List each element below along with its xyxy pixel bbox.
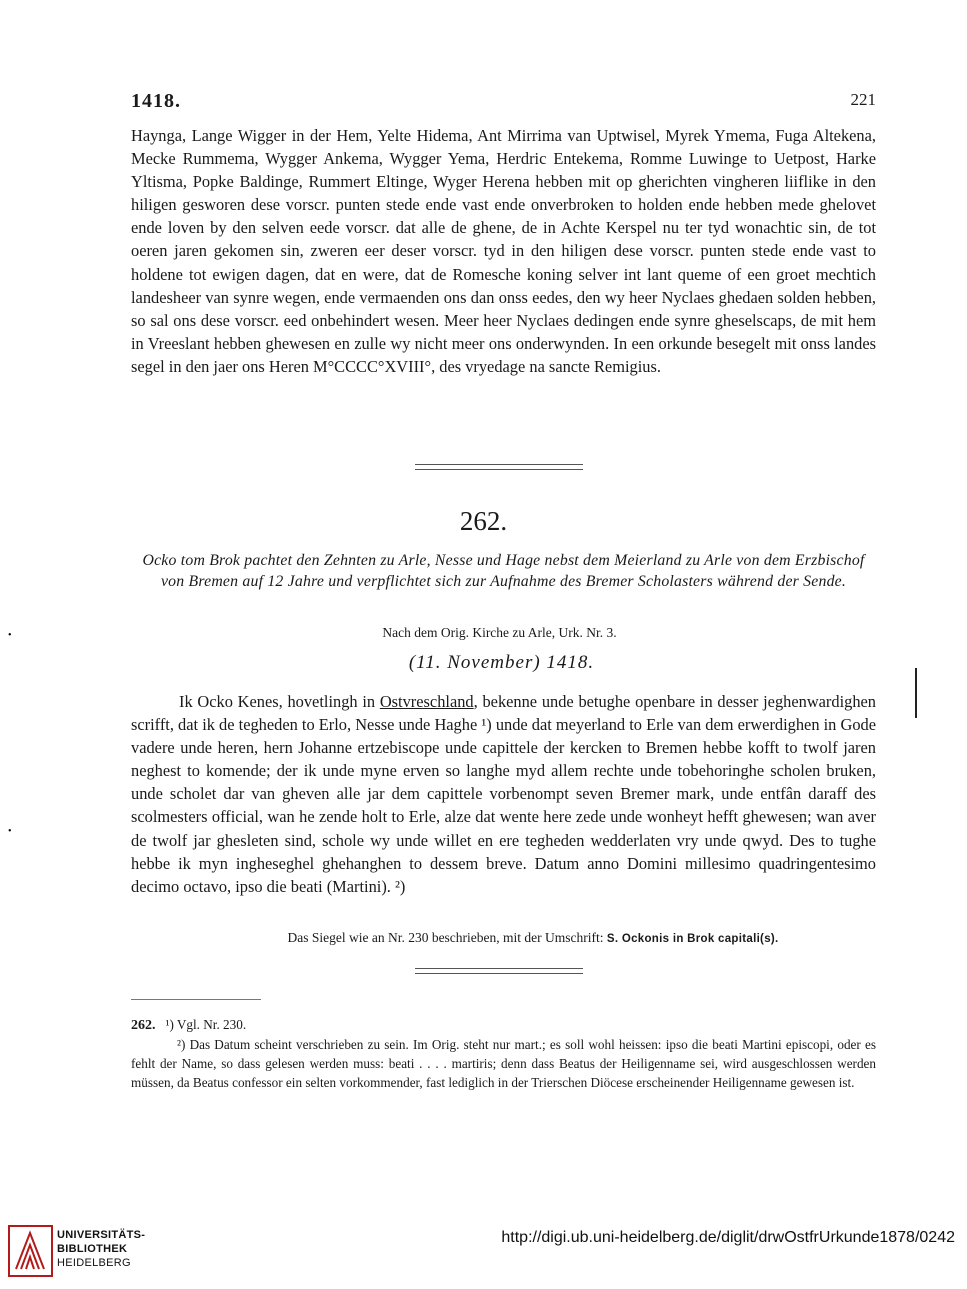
running-head-year: 1418. — [131, 90, 181, 112]
document-date: (11. November) 1418. — [408, 652, 595, 673]
seal-legend: S. Ockonis in Brok capitali(s). — [606, 933, 779, 945]
seal-note — [0, 930, 967, 946]
library-name-line-3: HEIDELBERG — [57, 1257, 131, 1269]
footnote-1 — [131, 1015, 876, 1035]
library-name — [57, 1228, 145, 1270]
document-summary: Ocko tom Brok pachtet den Zehnten zu Arle, Nesse und Hage nebst dem Meierland zu Arle von dem Erzbischof von Bremen auf 12 Jahre und verpflichtet sich zur Aufnahme des Bremer Scholasters während der Sende. — [142, 552, 865, 590]
footer-bar — [0, 1211, 967, 1289]
charter-text-intro: Ik Ocko Kenes, hovetlingh in — [179, 692, 380, 711]
permalink-url[interactable]: http://digi.ub.uni-heidelberg.de/diglit/drwOstfrUrkunde1878/0242 — [501, 1229, 955, 1246]
charter-place-name: Ostvreschland — [379, 692, 474, 711]
scan-speck: • — [8, 826, 12, 837]
margin-bracket — [915, 668, 920, 718]
page-number: 221 — [850, 90, 876, 109]
source-note: Nach dem Orig. Kirche zu Arle, Urk. Nr. 3. — [382, 625, 617, 640]
document-number: 262. — [459, 506, 508, 536]
charter-text-body: , bekenne unde betughe openbare in desser jeghenwardighen scrifft, dat ik de tegheden to Erlo, Nesse unde Haghe ¹) unde dat meyerland to Erle van dem erwerdighen in Gode vadere unde heren, hern Johanne ertzebiscope unde capittele der kercken to Bremen hebbe kofft to twolf jaren neghest to komende; der ik unde myne erven so langhe myd allem rechte unde tobehoringhe scholen bruken, unde scholet dar van gheven alle jar dem capittele vorbenompt seven Bremer mark, unde entfân daraff des scolmesters official, wan he zende holt to Erle, alze dat wente here zede unde wonheyt hefft ghewesen; wan aver de twolf jar ghesleten sind, schole wy unde willet en ere tegheden wedderlaten vry unde qwyd. Des to tughe hebbe ik myn ingheseghel ghehanghen to dessem breve. Datum anno Domini millesimo quadringentesimo decimo octavo, ipso die beati (Martini). ²) — [131, 692, 876, 896]
continuation-paragraph: Haynga, Lange Wigger in der Hem, Yelte Hidema, Ant Mirrima van Uptwisel, Myrek Ymema, Fuga Altekena, Mecke Rummema, Wygger Ankema, Wygger Yema, Herdric Entekema, Romme Luwinge to Uetpost, Harke Yltisma, Popke Baldinge, Rummert Eltinge, Wyger Herena hebben mit op gherichten vingheren liiflike in den hiligen gesworen dese vorscr. punten stede ende vast ende onverbroken to holden ende hebben mede ghelovet ende loven by den selven eede vorscr. dat alle de ghene, de in Achte Kerspel nu ter tyd wonachtic sin, de tot oeren jaren gekomen sin, zweren eer deser vorscr. tyd in den hiligen dese vorscr. punten stede ende vast to holdene tot ewigen dagen, dat en were, dat de Romesche koning selver int lant queme of een groet mechtich landesheer van synre wegen, ende vermaenden ons dan onss eedes, den wy heer Nyclaes ghedaen solden hebben, so sal ons dese vorscr. eed onbehindert wesen. Meer heer Nyclaes dedingen ende synre gheselscaps, de mit hem in Vreeslant hebben ghewesen en zulle wy nicht meer ons onderwynden. In een orkunde besegelt mit onss landes segel in den jaer ons Heren M°CCCC°XVIII°, des vryedage na sancte Remigius. — [131, 126, 876, 376]
section-divider-bottom — [415, 968, 583, 974]
library-name-line-2: BIBLIOTHEK — [57, 1243, 128, 1255]
section-divider-top — [415, 464, 583, 470]
footnote-2 — [131, 1035, 876, 1092]
footnotes — [131, 1015, 876, 1092]
seal-note-prefix: Das Siegel wie an Nr. 230 beschrieben, mit der Umschrift: — [287, 930, 604, 945]
heidelberg-library-logo-icon[interactable] — [8, 1225, 53, 1277]
footnote-2-text: ²) Das Datum scheint verschrieben zu sein. Im Orig. steht nur mart.; es soll wohl heissen: ipso die beati Martini episcopi, oder es fehlt der Name, so dass gelesen werden muss: beati . . . . martiris; denn dass Beatus der Heiligenname sei, wird ausgeschlossen werden müssen, da Beatus confessor ein selten vorkommender, fast lediglich in der Trierschen Diöcese erscheinender Heiligenname gewesen ist. — [131, 1037, 876, 1090]
charter-text — [131, 690, 876, 898]
footnote-doc-number: 262. — [131, 1018, 156, 1033]
footnote-1-text: ¹) Vgl. Nr. 230. — [165, 1017, 247, 1032]
running-head — [131, 90, 876, 114]
library-name-line-1: UNIVERSITÄTS- — [57, 1229, 146, 1241]
scan-speck: • — [8, 630, 12, 641]
footnote-rule — [131, 999, 261, 1000]
